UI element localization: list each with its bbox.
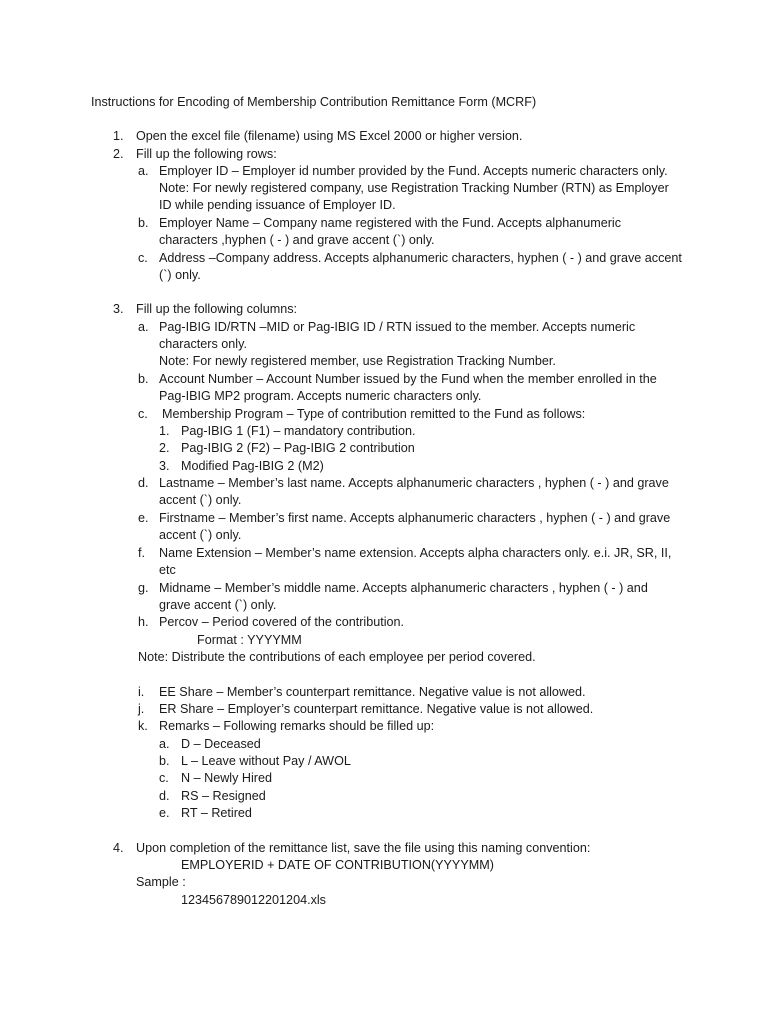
- sub-item-text: RS – Resigned: [181, 789, 266, 803]
- item-line: Firstname – Member’s first name. Accepts alphanumeric characters , hyphen ( - ) and grave: [159, 511, 671, 525]
- step-text: Open the excel file (filename) using MS Excel 2000 or higher version.: [136, 129, 523, 143]
- note-text: Note: Distribute the contributions of each employee per period covered.: [138, 650, 536, 664]
- item-line: Midname – Member’s middle name. Accepts alphanumeric characters , hyphen ( - ) and: [159, 581, 648, 595]
- item-line: Lastname – Member’s last name. Accepts alphanumeric characters , hyphen ( - ) and grave: [159, 476, 669, 490]
- item-line: Account Number – Account Number issued by the Fund when the member enrolled in the: [159, 372, 657, 386]
- item-line: accent (`) only.: [159, 493, 242, 507]
- item-line: EE Share – Member’s counterpart remittance. Negative value is not allowed.: [159, 685, 586, 699]
- item-marker: a.: [138, 164, 149, 178]
- item-marker: f.: [138, 546, 145, 560]
- sub-item-marker: 1.: [159, 424, 170, 438]
- item-line: grave accent (`) only.: [159, 598, 277, 612]
- sub-item-marker: a.: [159, 737, 170, 751]
- item-line: Membership Program – Type of contribution remitted to the Fund as follows:: [162, 407, 586, 421]
- step-text: Fill up the following columns:: [136, 302, 297, 316]
- sub-item-text: Pag-IBIG 1 (F1) – mandatory contribution.: [181, 424, 416, 438]
- sub-item-text: RT – Retired: [181, 806, 252, 820]
- item-line: Pag-IBIG MP2 program. Accepts numeric characters only.: [159, 389, 482, 403]
- item-line: Address –Company address. Accepts alphanumeric characters, hyphen ( - ) and grave accent: [159, 251, 682, 265]
- item-line: accent (`) only.: [159, 528, 242, 542]
- item-line: characters ,hyphen ( - ) and grave accent (`) only.: [159, 233, 435, 247]
- step-number: 1.: [113, 129, 124, 143]
- sub-item-text: Pag-IBIG 2 (F2) – Pag-IBIG 2 contribution: [181, 441, 415, 455]
- item-marker: b.: [138, 372, 149, 386]
- item-marker: e.: [138, 511, 149, 525]
- step-text: Fill up the following rows:: [136, 147, 277, 161]
- format-text: Format : YYYYMM: [197, 633, 302, 647]
- item-line: Remarks – Following remarks should be filled up:: [159, 719, 435, 733]
- step-number: 2.: [113, 147, 124, 161]
- sub-item-marker: c.: [159, 771, 169, 785]
- step-number: 3.: [113, 302, 124, 316]
- item-marker: c.: [138, 407, 148, 421]
- sub-item-marker: b.: [159, 754, 170, 768]
- item-marker: g.: [138, 581, 149, 595]
- item-marker: i.: [138, 685, 145, 699]
- sub-item-text: L – Leave without Pay / AWOL: [181, 754, 351, 768]
- item-line: Employer Name – Company name registered with the Fund. Accepts alphanumeric: [159, 216, 621, 230]
- document-title: Instructions for Encoding of Membership Contribution Remittance Form (MCRF): [91, 95, 537, 109]
- item-marker: k.: [138, 719, 148, 733]
- item-line: Pag-IBIG ID/RTN –MID or Pag-IBIG ID / RTN issued to the member. Accepts numeric: [159, 320, 636, 334]
- item-marker: d.: [138, 476, 149, 490]
- item-marker: a.: [138, 320, 149, 334]
- naming-convention: EMPLOYERID + DATE OF CONTRIBUTION(YYYYMM): [181, 858, 494, 872]
- item-line: Note: For newly registered company, use Registration Tracking Number (RTN) as Employer: [159, 181, 669, 195]
- sub-item-text: D – Deceased: [181, 737, 261, 751]
- sample-label: Sample :: [136, 875, 186, 889]
- sub-item-marker: d.: [159, 789, 170, 803]
- item-line: Note: For newly registered member, use Registration Tracking Number.: [159, 354, 556, 368]
- sub-item-text: N – Newly Hired: [181, 771, 272, 785]
- sample-filename: 123456789012201204.xls: [181, 893, 326, 907]
- item-line: (`) only.: [159, 268, 201, 282]
- item-marker: h.: [138, 615, 149, 629]
- sub-item-marker: e.: [159, 806, 170, 820]
- item-line: Employer ID – Employer id number provided by the Fund. Accepts numeric characters only.: [159, 164, 668, 178]
- item-line: ID while pending issuance of Employer ID.: [159, 198, 396, 212]
- item-line: characters only.: [159, 337, 247, 351]
- item-line: ER Share – Employer’s counterpart remittance. Negative value is not allowed.: [159, 702, 594, 716]
- item-marker: b.: [138, 216, 149, 230]
- item-line: Name Extension – Member’s name extension. Accepts alpha characters only. e.i. JR, SR, II,: [159, 546, 672, 560]
- item-marker: j.: [138, 702, 145, 716]
- step-text: Upon completion of the remittance list, save the file using this naming convention:: [136, 841, 591, 855]
- item-line: Percov – Period covered of the contribution.: [159, 615, 405, 629]
- sub-item-marker: 3.: [159, 459, 170, 473]
- step-number: 4.: [113, 841, 124, 855]
- sub-item-marker: 2.: [159, 441, 170, 455]
- sub-item-text: Modified Pag-IBIG 2 (M2): [181, 459, 324, 473]
- item-marker: c.: [138, 251, 148, 265]
- item-line: etc: [159, 563, 176, 577]
